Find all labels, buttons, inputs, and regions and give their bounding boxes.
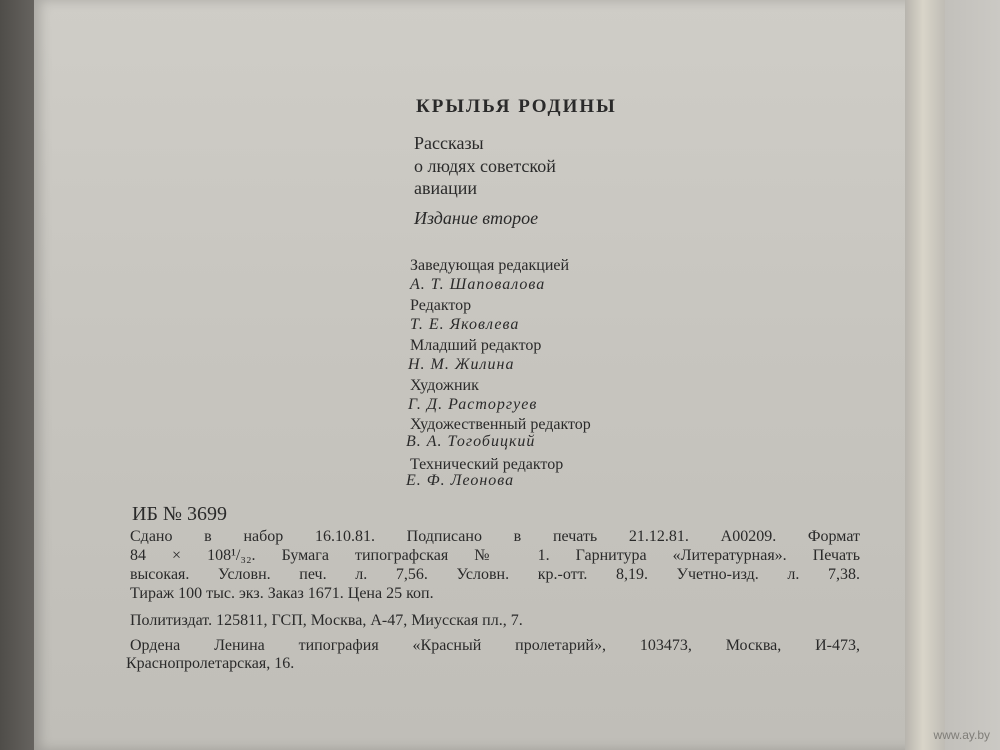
printer-line-1: Ордена Ленина типография «Красный пролетарий», 103473, Москва, И-473, bbox=[130, 637, 860, 654]
edition-label: Издание второе bbox=[414, 208, 539, 228]
next-page-edge bbox=[945, 0, 1000, 750]
imprint-line-1: Сдано в набор 16.10.81. Подписано в печать 21.12.81. А00209. Формат bbox=[130, 528, 860, 545]
credit-name-junior-editor: Н. М. Жилина bbox=[408, 356, 515, 373]
subtitle-line-1: Рассказы bbox=[414, 133, 484, 153]
subtitle-line-2: о людях советской bbox=[414, 156, 556, 176]
credit-name-editor: Т. Е. Яковлева bbox=[410, 316, 520, 333]
imprint-line-3: высокая. Условн. печ. л. 7,56. Условн. кр.-отт. 8,19. Учетно-изд. л. 7,38. bbox=[130, 566, 860, 583]
credit-role-junior-editor: Младший редактор bbox=[410, 337, 542, 354]
imprint-line-4: Тираж 100 тыс. экз. Заказ 1671. Цена 25 коп. bbox=[130, 585, 434, 602]
subtitle-line-3: авиации bbox=[414, 178, 478, 198]
watermark: www.ay.by bbox=[933, 728, 990, 742]
credit-role-technical-editor: Технический редактор bbox=[410, 456, 564, 473]
credit-role-art-editor: Художественный редактор bbox=[410, 416, 591, 433]
credit-name-artist: Г. Д. Расторгуев bbox=[408, 396, 538, 413]
page-fold bbox=[905, 0, 945, 750]
credit-name-technical-editor: Е. Ф. Леонова bbox=[406, 472, 515, 489]
ib-number: ИБ № 3699 bbox=[132, 503, 228, 525]
credit-name-managing-editor: А. Т. Шаповалова bbox=[410, 276, 546, 293]
credit-role-managing-editor: Заведующая редакцией bbox=[410, 257, 570, 274]
credit-role-artist: Художник bbox=[410, 377, 479, 394]
book-title: КРЫЛЬЯ РОДИНЫ bbox=[416, 96, 617, 117]
imprint-line-2: 84 × 108¹/₃₂. Бумага типографская № 1. Гарнитура «Литературная». Печать bbox=[130, 547, 860, 564]
publisher-line: Политиздат. 125811, ГСП, Москва, А-47, Миусская пл., 7. bbox=[130, 612, 523, 629]
printer-line-2: Краснопролетарская, 16. bbox=[126, 655, 295, 672]
credit-role-editor: Редактор bbox=[410, 297, 472, 314]
credit-name-art-editor: В. А. Тогобицкий bbox=[406, 433, 536, 450]
